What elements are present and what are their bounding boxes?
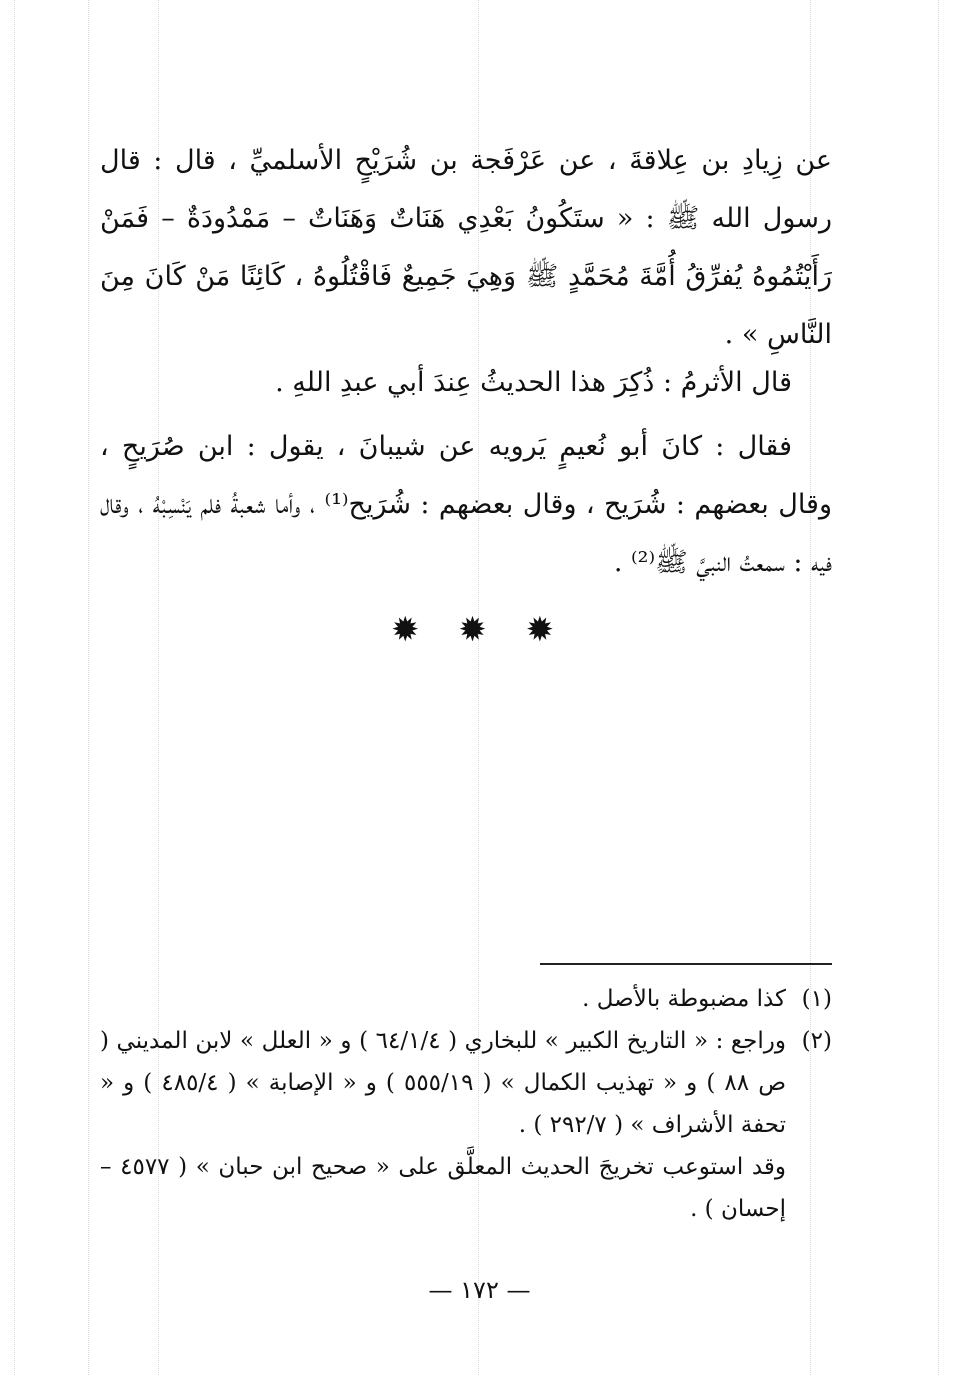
section-divider-ornaments bbox=[0, 610, 959, 650]
footnote-text: كذا مضبوطة بالأصل . bbox=[582, 986, 786, 1012]
athram-statement-paragraph: قال الأثرمُ : ذُكِرَ هذا الحديثُ عِندَ أبي عبدِ اللهِ . bbox=[275, 367, 792, 398]
scan-guide-line bbox=[938, 0, 939, 1375]
footnote-number: (١) bbox=[801, 986, 832, 1012]
star-ornament-icon: ✹ bbox=[525, 610, 569, 650]
narrator-discussion-paragraph: فقال : كانَ أبو نُعيمٍ يَرويه عن شيبانَ ، يقول : ابن صُرَيحٍ ، وقال بعضهم : شُرَيح ، وقال بعضهم : شُرَيح⁽¹⁾ ، وأما شعبةُ فلم يَنْسِبْهُ ، وقال فيه : سمعتُ النبيَّ ﷺ⁽²⁾ . bbox=[100, 431, 832, 578]
footnotes-section bbox=[100, 978, 832, 1230]
footnote-number: (٢) bbox=[801, 1028, 832, 1054]
scan-guide-line bbox=[14, 0, 15, 1375]
footnote-2-continuation: وقد استوعب تخريجَ الحديث المعلَّق على « صحيح ابن حبان » ( ٤٥٧٧ – إحسان ) . bbox=[100, 1154, 786, 1222]
page-number: — ١٧٢ — bbox=[428, 1276, 531, 1304]
footnote-1 bbox=[100, 978, 832, 1020]
scan-guide-line bbox=[88, 0, 89, 1375]
footnote-2 bbox=[100, 1020, 832, 1146]
footnote-text: وراجع : « التاريخ الكبير » للبخاري ( ٦٤/١/٤ ) و « العلل » لابن المديني ( ص ٨٨ ) و « تهذيب الكمال » ( ٥٥٥/١٩ ) و « الإصابة » ( ٤٨٥/٤ ) و « تحفة الأشراف » ( ٢٩٢/٧ ) . bbox=[100, 1028, 786, 1138]
star-ornament-icon: ✹ bbox=[458, 610, 501, 650]
star-ornament-icon: ✹ bbox=[390, 610, 434, 650]
hadith-paragraph: عن زِيادِ بن عِلاقةَ ، عن عَرْفَجة بن شُرَيْحٍ الأسلميِّ ، قال : قال رسول الله ﷺ : « ستَكُونُ بَعْدِي هَنَاتٌ وَهَنَاتٌ – مَمْدُودَةٌ – فَمَنْ رَأَيْتُمُوهُ يُفرِّقُ أُمَّةَ مُحَمَّدٍ ﷺ وَهِيَ جَمِيعٌ فَاقْتُلُوهُ ، كَائِنًا مَنْ كَانَ مِنَ النَّاسِ » . bbox=[100, 145, 832, 350]
footnote-separator-rule bbox=[540, 963, 832, 965]
